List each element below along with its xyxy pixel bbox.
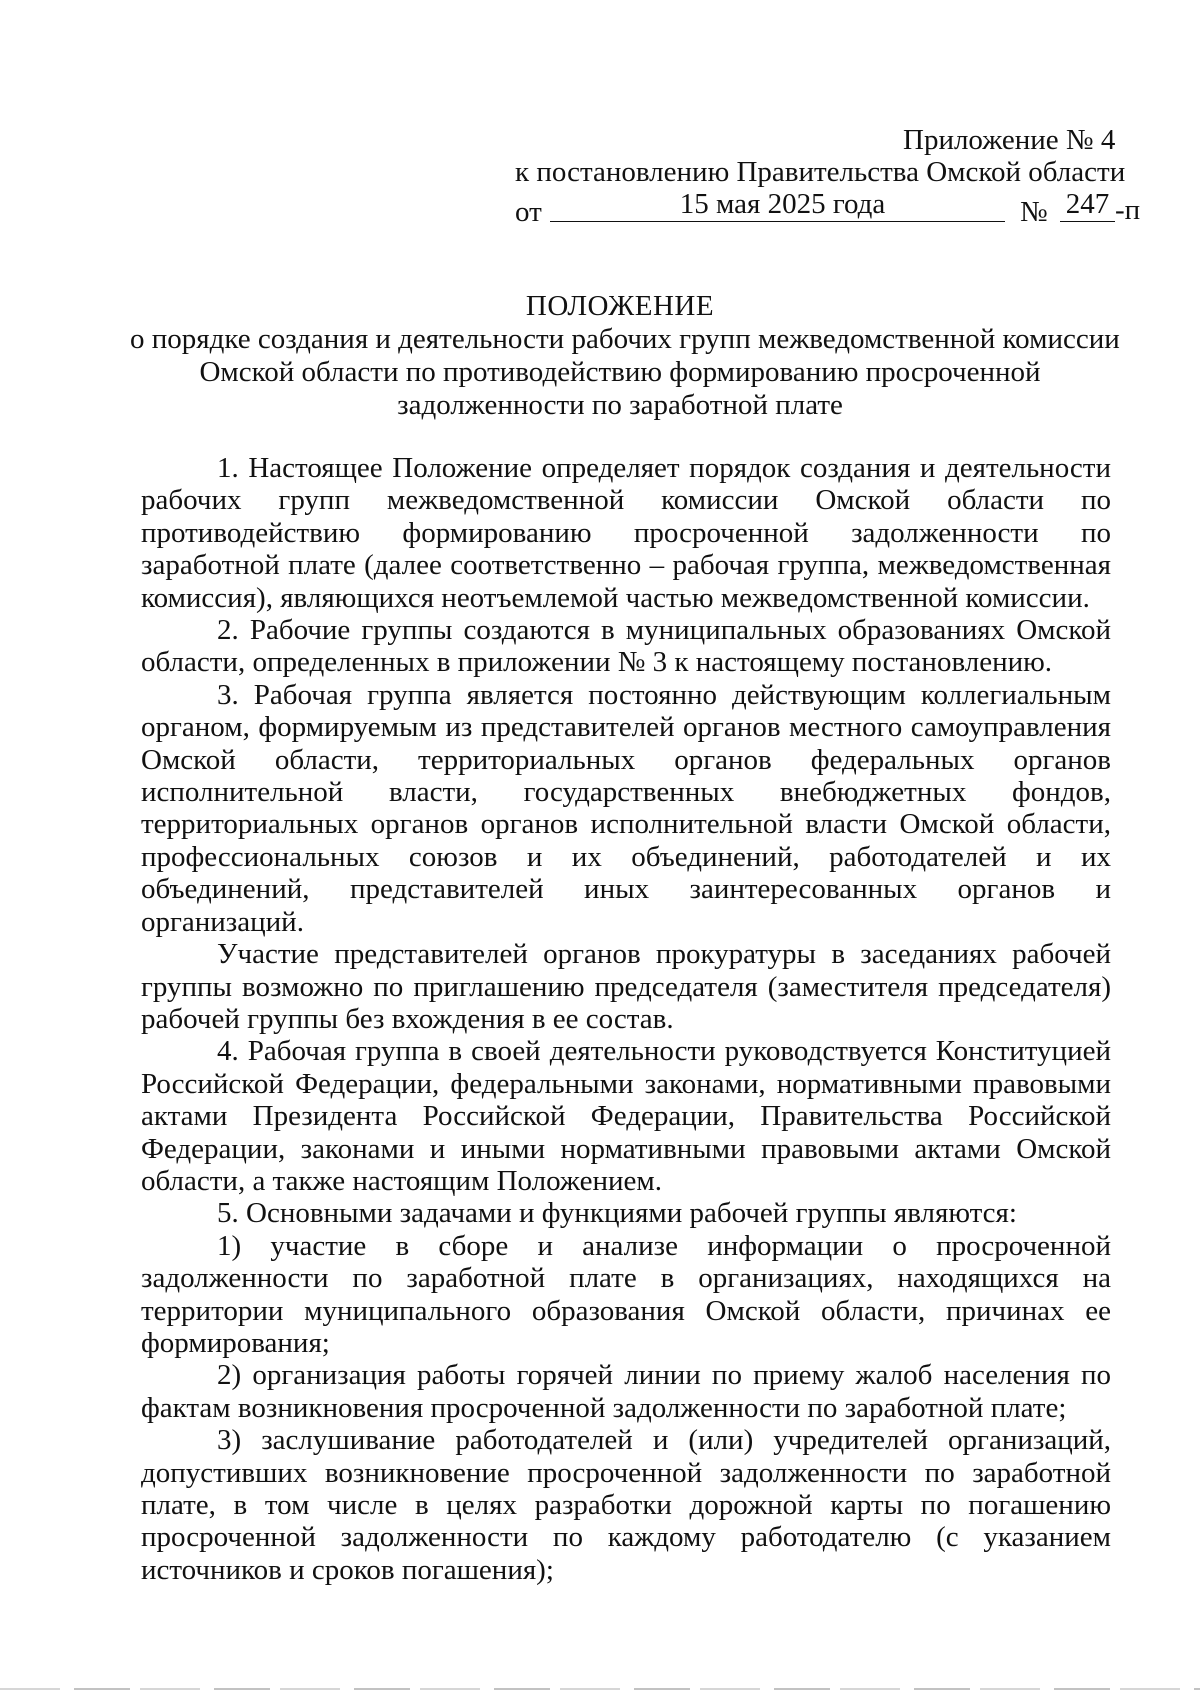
appendix-number: Приложение № 4	[903, 124, 1116, 156]
subtitle-line: о порядке создания и деятельности рабочих групп межведомственной комиссии	[130, 323, 1120, 355]
paragraph-3: 3. Рабочая группа является постоянно действующим коллегиальным органом, формируемым из представителей органов местного самоуправления Омской области, территориальных органов федеральных органов исполнительной власти, государственных внебюджетных фондов, территориальных органов органов исполнительной власти Омской области, профессиональных союзов и их объединений, работодателей и их объединений, представителей иных заинтересованных органов и организаций.	[141, 678, 1111, 938]
from-label: от	[515, 196, 542, 228]
document-body	[141, 452, 1111, 1586]
page-title: ПОЛОЖЕНИЕ	[525, 290, 715, 322]
decree-number-suffix: -п	[1115, 194, 1141, 226]
list-item-2: 2) организация работы горячей линии по приему жалоб населения по фактам возникновения просроченной задолженности по заработной плате;	[141, 1359, 1111, 1424]
list-item-3: 3) заслушивание работодателей и (или) учредителей организаций, допустивших возникновение просроченной задолженности по заработной плате, в том числе в целях разработки дорожной карты по погашению просроченной задолженности по каждому работодателю (с указанием источников и сроков погашения);	[141, 1424, 1111, 1586]
document-title	[130, 290, 1120, 422]
list-item-1: 1) участие в сборе и анализе информации о просроченной задолженности по заработной плате в организациях, находящихся на территории муниципального образования Омской области, причинах ее формирования;	[141, 1229, 1111, 1359]
paragraph-1: 1. Настоящее Положение определяет порядок создания и деятельности рабочих групп межведомственной комиссии Омской области по противодействию формированию просроченной задолженности по заработной плате (далее соответственно – рабочая группа, межведомственная комиссия), являющихся неотъемлемой частью межведомственной комиссии.	[141, 452, 1111, 614]
scan-artifact-divider	[0, 1688, 1200, 1690]
appendix-reference	[515, 124, 1155, 228]
paragraph-4: 4. Рабочая группа в своей деятельности руководствуется Конституцией Российской Федерации, федеральными законами, нормативными правовыми актами Президента Российской Федерации, Правительства Российской Федерации, законами и иными нормативными правовыми актами Омской области, а также настоящим Положением.	[141, 1035, 1111, 1197]
decree-date: 15 мая 2025 года	[550, 188, 1005, 222]
subtitle-line: задолженности по заработной плате	[397, 389, 843, 421]
paragraph-5: 5. Основными задачами и функциями рабочей группы являются:	[217, 1197, 1017, 1230]
decree-number: 247	[1060, 188, 1115, 222]
appendix-date-number-line	[515, 188, 1155, 228]
number-label: №	[1020, 196, 1048, 228]
paragraph-2: 2. Рабочие группы создаются в муниципальных образованиях Омской области, определенных в приложении № 3 к настоящему постановлению.	[141, 614, 1111, 679]
subtitle-line: Омской области по противодействию формированию просроченной	[199, 356, 1041, 388]
paragraph-3-prosecutor: Участие представителей органов прокуратуры в заседаниях рабочей группы возможно по приглашению председателя (заместителя председателя) рабочей группы без вхождения в ее состав.	[141, 938, 1111, 1035]
appendix-decree-reference: к постановлению Правительства Омской области	[515, 156, 1126, 188]
